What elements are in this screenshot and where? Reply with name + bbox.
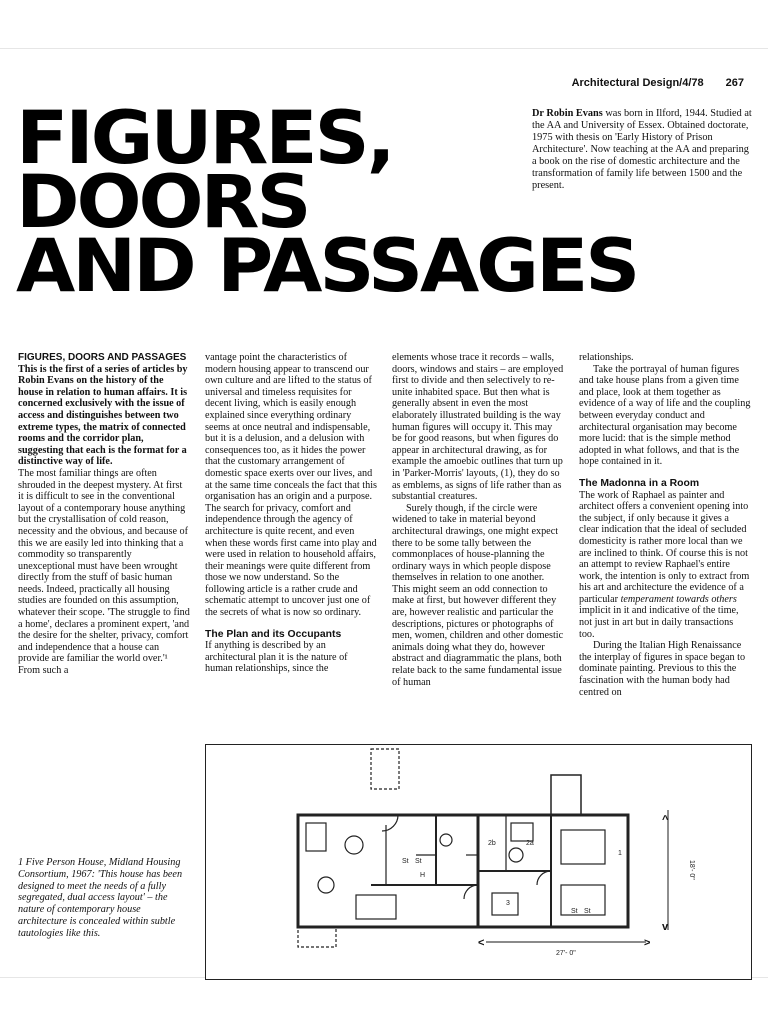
right-arrow-icon: > (644, 937, 651, 949)
column-1-body: The most familiar things are often shrouded in the deepest mystery. At first it is difficult to see in the conventional layout of a contemporary house anything but the crystallisation of cold reason, necessity and the obvious, and because of this we are easily led into thinking that a commodity so transparently unexceptional must have been wrought directly from the stuff of basic human needs. Indeed, practically all housing studies are founded on this assumption, whatever their scope. 'The struggle to find a home', declares a prominent expert, 'and the desire for the shelter, privacy, comfort and independence that a house can provide are familiar the world over.'¹ From such a (18, 467, 190, 677)
journal-name: Architectural Design/4/78 (571, 77, 704, 89)
title-line-1: FIGURES, (16, 96, 393, 181)
room-label: St (415, 858, 422, 865)
section-heading-madonna: The Madonna in a Room (579, 477, 700, 489)
title-line-2: DOORS (16, 160, 309, 245)
section-heading-plan: The Plan and its Occupants (205, 628, 342, 640)
figure-caption: 1 Five Person House, Midland Housing Consortium, 1967: 'This house has been designed to meet the needs of a fully segregated, dual access layout' – the nature of contemporary house architecture is concealed within subtle tautologies like this. (18, 857, 183, 939)
lead-title: FIGURES, DOORS AND PASSAGES (18, 352, 187, 363)
dimension-height: 18'- 0" (688, 860, 695, 880)
floor-plan-figure (205, 744, 752, 980)
author-intro (532, 108, 754, 192)
article-columns (18, 352, 752, 744)
column-4 (579, 352, 751, 698)
column-4-body-4: During the Italian High Renaissance the interplay of figures in space began to dominate painting. Previous to this the fascination with the human body had centred on (579, 640, 746, 698)
room-label: St (402, 858, 409, 865)
dimension-width: 27'- 0" (556, 950, 576, 957)
column-4-body: relationships. (579, 352, 634, 363)
room-label: 2b (488, 840, 496, 847)
magazine-page (0, 48, 768, 978)
column-2-body: vantage point the characteristics of modern housing appear to transcend our own culture and are lifted to the status of universal and timeless requisites for decent living, which is easily enough explained since everything ordinary seems at once neutral and indispensable, but it is a delusion, and a delusion with consequences too, as it hides the power that the customary arrangement of domestic space exerts over our lives, and at the same time conceals the fact that this organisation has an origin and a purpose. The search for privacy, comfort and independence through the agency of architecture is quite recent, and even when these words first came into play and were used in relation to household affairs, their meanings were quite different from those we now understand. So the following article is a rather crude and schematic attempt to uncover just one of the secrets of what is now so ordinary. (205, 352, 377, 619)
room-label: St (584, 908, 591, 915)
column-3-body: elements whose trace it records – walls, doors, windows and stairs – are employed first to divide and then selectively to re-unite inhabited space. But then what is generally absent in even the most elaborately illustrated building is the way human figures will occupy it. This may be for good reasons, but when figures do appear in architectural drawing, as for example the amoebic outlines that turn up in 'Parker-Morris' layouts, (1), they do so as emblems, as signs of life rather than as substantial creatures. (392, 352, 564, 503)
column-4-body-2: Take the portrayal of human figures and take house plans from a given time and place, look at them together as evidence of a way of life and the coupling between everyday conduct and architectural organisation may become more lucid: that is the simple method adopted in what follows, and that is the hope contained in it. (579, 363, 751, 468)
column-3-body-2: Surely though, if the circle were widened to take in material beyond architectural drawings, one might expect there to be some tally between the commonplaces of house-planning the ordinary ways in which people dispose themselves in relation to one another. This might seem an odd connection to make at first, but however different they are, however realistic and particular the descriptions, pictures or photographs of men, women, children and other domestic animals doing what they do, however abstract and diagrammatic the plans, both relate back to the same fundamental issue of human (392, 502, 564, 688)
page-header (572, 77, 744, 89)
lead-paragraph: This is the first of a series of articles by Robin Evans on the history of the house in relation to human affairs. It is concerned exclusively with the issue of access and distinguishes between two extreme types, the matrix of connected rooms and the corridor plan, suggesting that each is the format for a distinctive way of life. (18, 363, 188, 468)
author-name: Dr Robin Evans (532, 108, 603, 119)
down-arrow-icon: v (662, 921, 669, 933)
room-label: 3 (506, 900, 510, 907)
floor-plan-drawing (206, 745, 751, 979)
title-line-3: AND PASSAGES (16, 224, 638, 309)
page-number: 267 (725, 77, 744, 89)
left-arrow-icon: < (478, 937, 485, 949)
room-label: St (571, 908, 578, 915)
author-bio: was born in Ilford, 1944. Studied at the AA and University of Essex. Obtained doctorate, 1975 with thesis on 'Early History of Prison Architecture'. Now teaching at the AA and preparing a book on the rise of domestic architecture and the transformation of family life between 1500 and the present. (532, 108, 752, 191)
room-label: H (420, 872, 426, 879)
up-arrow-icon: ^ (662, 814, 669, 826)
italic-phrase: temperament towards others (620, 593, 737, 605)
column-2 (205, 352, 377, 675)
room-label: 1 (618, 850, 622, 857)
room-label: 2a (526, 840, 534, 847)
column-3 (392, 352, 564, 688)
column-1 (18, 352, 190, 677)
column-2-body-2: If anything is described by an architectural plan it is the nature of human relationships, since the (205, 640, 348, 675)
column-4-body-3: The work of Raphael as painter and architect offers a convenient opening into the subject, if only because it gives a clear indication that the ideal of secluded domesticity is rather more local than we are inclined to think. Of course this is not an attempt to review Raphael's entire work, the intention is only to extract from his art and architecture the evidence of a particular temperament towards others implicit in it and indicative of the time, not just in art but in daily transactions too. (579, 489, 750, 640)
